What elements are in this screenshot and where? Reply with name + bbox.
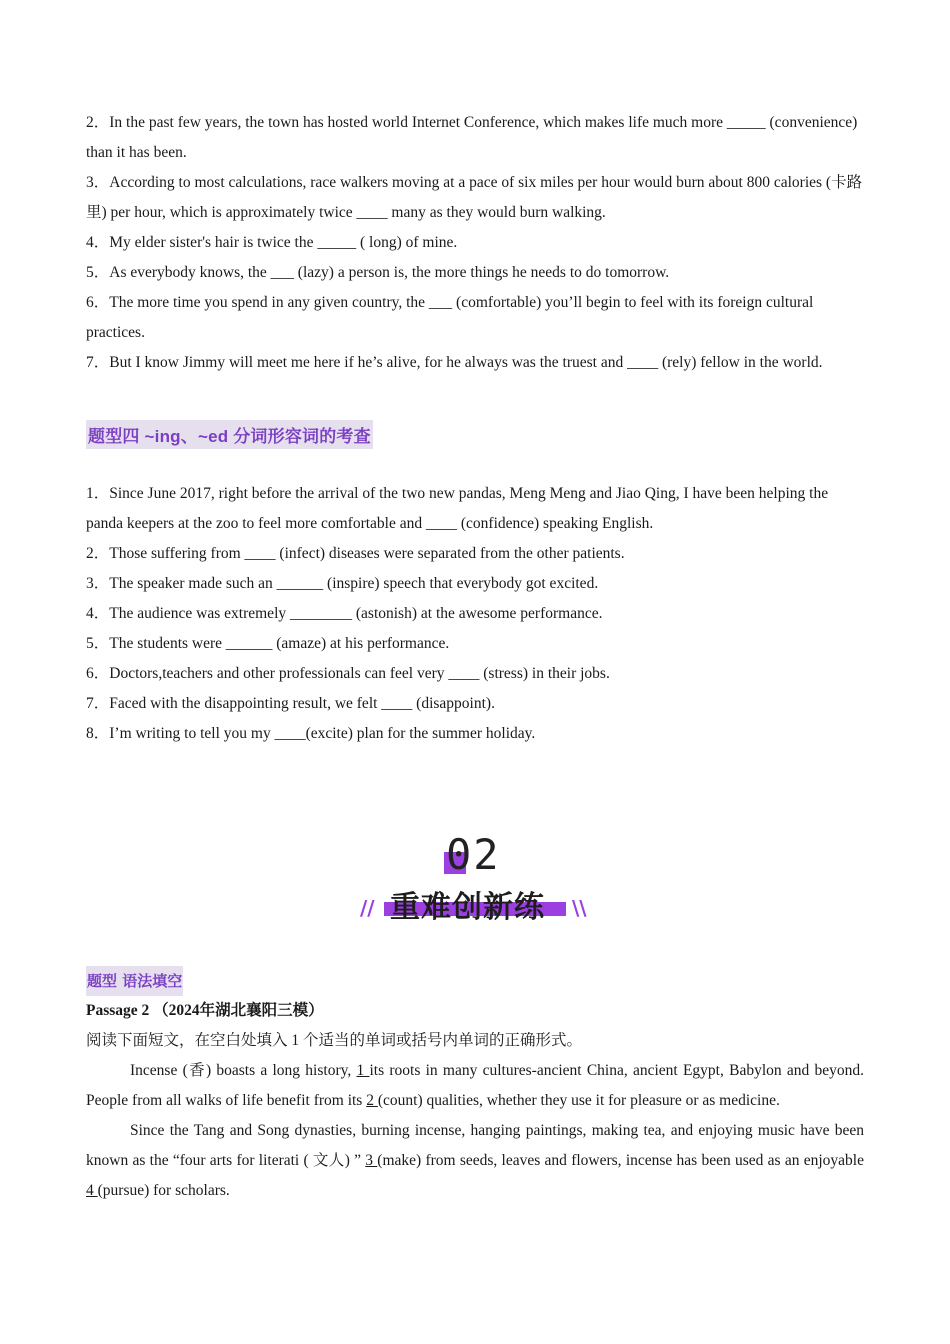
passage-title: Passage 2 （2024年湖北襄阳三模） [86,1002,324,1019]
paragraph-text: (make) from seeds, leaves and flowers, incense has been used as an enjoyable [377,1152,864,1169]
question-item: 5．The students were ______ (amaze) at his performance. [86,635,450,652]
question-item: 6．Doctors,teachers and other professionals can feel very ____ (stress) in their jobs. [86,665,610,682]
practice-section [86,966,864,1206]
question-item: 7．Faced with the disappointing result, we felt ____ (disappoint). [86,695,495,712]
blank-2: 2 [366,1092,378,1109]
paragraph-text: its roots in many cultures-ancient China, ancient Egypt, Babylon and beyond. People from all walks of life benefit from its [86,1062,865,1109]
section4-heading-row [86,420,864,449]
paragraph-text: (pursue) for scholars. [97,1182,230,1199]
instruction-text: 阅读下面短文，在空白处填入 1 个适当的单词或括号内单词的正确形式。 [86,1032,583,1049]
section-heading: 题型四 ~ing、~ed 分词形容词的考查 [86,420,373,449]
question-item: 3．According to most calculations, race walkers moving at a pace of six miles per hour would burn about 800 calories (卡路里) per hour, which is approximately twice ____ many as they would burn walking. [86,174,863,221]
section-badge [358,832,590,924]
badge-number: 02 [446,830,501,879]
question-item: 7．But I know Jimmy will meet me here if he’s alive, for he always was the truest and ____ (rely) fellow in the world. [86,354,823,371]
question-item: 4．My elder sister's hair is twice the _____ ( long) of mine. [86,234,458,251]
blank-3: 3 [365,1152,378,1169]
slash-decoration-icon: // [360,896,375,920]
question-item: 3．The speaker made such an ______ (inspire) speech that everybody got excited. [86,575,599,592]
section3-list [86,108,864,378]
passage-paragraph [86,1116,864,1206]
paragraph-text: Incense (香) boasts a long history, [130,1062,357,1079]
blank-1: 1 [356,1062,370,1079]
blank-4: 4 [86,1182,98,1199]
type-heading: 题型 语法填空 [86,966,183,996]
question-item: 4．The audience was extremely ________ (astonish) at the awesome performance. [86,605,603,622]
question-item: 8．I’m writing to tell you my ____(excite) plan for the summer holiday. [86,725,536,742]
question-item: 1．Since June 2017, right before the arrival of the two new pandas, Meng Meng and Jiao Qing, I have been helping the panda keepers at the zoo to feel more comfortable and ____ (confidence) speaking English. [86,485,829,532]
question-item: 6．The more time you spend in any given country, the ___ (comfortable) you’ll begin to feel with its foreign cultural practices. [86,294,814,341]
question-item: 2．In the past few years, the town has hosted world Internet Conference, which makes life much more _____ (convenience) than it has been. [86,114,858,161]
section4-list [86,479,864,749]
paragraph-text: (count) qualities, whether they use it for pleasure or as medicine. [377,1092,780,1109]
question-item: 5．As everybody knows, the ___ (lazy) a person is, the more things he needs to do tomorrow. [86,264,670,281]
passage-paragraph [86,1056,864,1116]
document-page [86,108,864,749]
badge-title: 重难创新练 [390,890,545,925]
paragraph-text: Since the Tang and Song dynasties, burning incense, hanging paintings, making tea, and enjoying music have been known as the “four arts for literati ( 文人) ” [86,1122,864,1169]
question-item: 2．Those suffering from ____ (infect) diseases were separated from the other patients. [86,545,625,562]
backslash-decoration-icon: \\ [572,896,587,920]
